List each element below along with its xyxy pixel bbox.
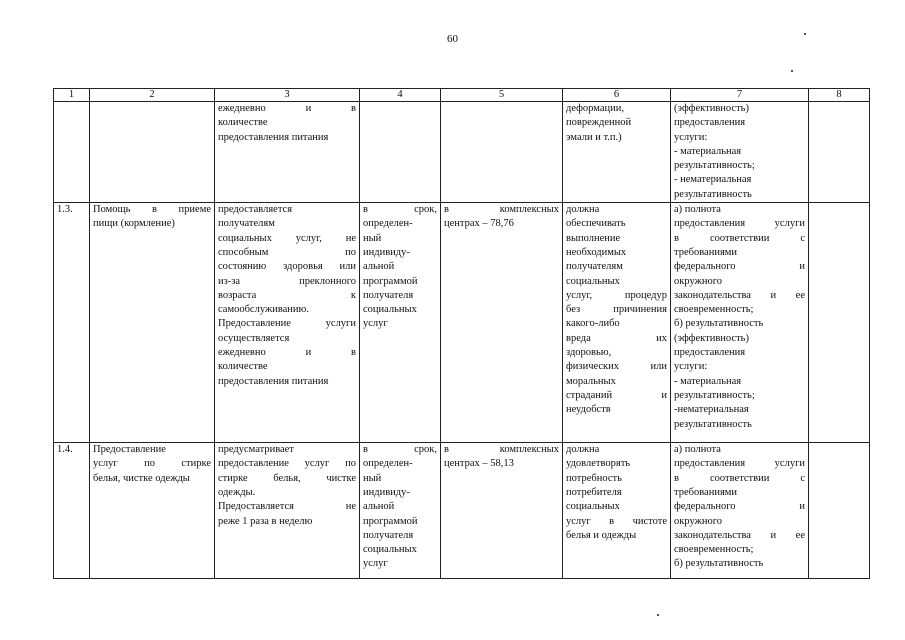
quality-indicators-line: белья и одежды — [566, 529, 637, 541]
notes-cell — [809, 203, 870, 443]
quality-indicators-line: выполнение — [566, 232, 621, 244]
service-term-line: определен- — [363, 218, 413, 230]
quality-indicators-line: вреда их — [566, 332, 667, 344]
assessment-conditions-line: услуги: — [674, 361, 708, 373]
service-description-cell — [215, 203, 360, 443]
assessment-conditions-line: услуги: — [674, 131, 708, 143]
quality-indicators-line: эмали и т.п.) — [566, 131, 622, 143]
notes-cell — [809, 102, 870, 203]
service-name-cell — [90, 443, 215, 579]
row-number-cell — [54, 443, 90, 579]
assessment-conditions-line: - нематериальная — [674, 174, 752, 186]
service-description-line: предоставления питания — [218, 131, 329, 143]
service-tariff-line: в комплексных — [444, 204, 559, 216]
quality-indicators-line: должна — [566, 204, 600, 216]
service-term-line: социальных — [363, 544, 417, 556]
assessment-conditions-line: - материальная — [674, 145, 742, 157]
assessment-conditions-line: а) полнота — [674, 444, 721, 456]
page-number: 60 — [447, 33, 458, 45]
assessment-conditions-line: законодательства и ее — [674, 289, 805, 301]
service-term-line: ный — [363, 232, 382, 244]
service-term-line: получателя — [363, 529, 414, 541]
assessment-conditions-cell — [671, 443, 809, 579]
assessment-conditions-line: в соответствии с — [674, 232, 805, 244]
assessment-conditions-line: предоставления услуги — [674, 458, 805, 470]
quality-indicators-line: услуг, процедур — [566, 289, 667, 301]
assessment-conditions-line: предоставления — [674, 347, 746, 359]
quality-indicators-line: физических или — [566, 361, 667, 373]
table-row — [54, 203, 870, 443]
service-description-line: ежедневно и в — [218, 347, 356, 359]
quality-indicators-line: какого-либо — [566, 318, 620, 330]
assessment-conditions-line: своевременность; — [674, 544, 754, 556]
service-description-line: самообслуживанию. — [218, 304, 310, 316]
service-name-cell — [90, 203, 215, 443]
row-number-cell — [54, 102, 90, 203]
scan-speck — [657, 614, 659, 616]
assessment-conditions-line: (эффективность) — [674, 103, 749, 114]
assessment-conditions-line: результативность; — [674, 160, 755, 172]
quality-indicators-line: неудобств — [566, 404, 611, 416]
service-description-line: из-за преклонного — [218, 275, 356, 287]
column-header-row — [54, 89, 870, 102]
service-description-line: одежды. — [218, 486, 256, 498]
service-description-line: состоянию здоровья или — [218, 261, 356, 273]
service-description-line: получателям — [218, 218, 275, 230]
quality-indicators-line: без причинения — [566, 304, 667, 316]
quality-indicators-line: страданий и — [566, 389, 667, 401]
service-term-cell — [360, 443, 441, 579]
table-row — [54, 443, 870, 579]
assessment-conditions-line: - материальная — [674, 375, 742, 387]
service-name-line: белья, чистке одежды — [93, 472, 190, 484]
assessment-conditions-line: окружного — [674, 515, 722, 527]
service-term-line: определен- — [363, 458, 413, 470]
assessment-conditions-line: результативность; — [674, 389, 755, 401]
column-header: 2 — [90, 89, 215, 102]
service-term-line: в срок, — [363, 204, 437, 216]
quality-indicators-line: необходимых — [566, 246, 627, 258]
service-term-cell — [360, 102, 441, 203]
service-term-line: альной — [363, 261, 395, 273]
scan-speck — [791, 70, 793, 72]
service-name-cell — [90, 102, 215, 203]
scan-speck — [804, 33, 806, 35]
service-term-line: программой — [363, 275, 418, 287]
service-name-line: пищи (кормление) — [93, 218, 175, 230]
assessment-conditions-line: федерального и — [674, 261, 805, 273]
service-tariff-cell — [441, 102, 563, 203]
column-header: 4 — [360, 89, 441, 102]
service-term-line: получателя — [363, 289, 414, 301]
service-term-cell — [360, 203, 441, 443]
quality-indicators-line: должна — [566, 444, 600, 456]
service-term-line: услуг — [363, 558, 388, 570]
service-description-line: количестве — [218, 361, 268, 373]
service-description-line: реже 1 раза в неделю — [218, 515, 313, 527]
assessment-conditions-line: федерального и — [674, 501, 805, 513]
quality-indicators-line: моральных — [566, 375, 616, 387]
service-tariff-cell — [441, 443, 563, 579]
service-description-line: стирке белья, чистке — [218, 472, 356, 484]
assessment-conditions-cell — [671, 102, 809, 203]
service-term-line: альной — [363, 501, 395, 513]
service-term-line: в срок, — [363, 444, 437, 456]
quality-indicators-line: деформации, — [566, 103, 624, 114]
assessment-conditions-line: б) результативность — [674, 558, 764, 570]
service-term-line: ный — [363, 472, 382, 484]
assessment-conditions-line: законодательства и ее — [674, 529, 805, 541]
assessment-conditions-line: своевременность; — [674, 304, 754, 316]
service-description-line: Предоставление услуги — [218, 318, 356, 330]
assessment-conditions-line: результативность — [674, 188, 752, 200]
service-description-line: предоставление услуг по — [218, 458, 356, 470]
service-name-line: Предоставление — [93, 444, 166, 456]
assessment-conditions-line: а) полнота — [674, 204, 721, 216]
assessment-conditions-line: в соответствии с — [674, 472, 805, 484]
assessment-conditions-line: (эффективность) — [674, 332, 749, 344]
quality-indicators-line: получателям — [566, 261, 623, 273]
quality-indicators-line: потребность — [566, 472, 622, 484]
assessment-conditions-line: окружного — [674, 275, 722, 287]
service-term-line: индивиду- — [363, 486, 410, 498]
service-description-line: ежедневно и в — [218, 103, 356, 114]
quality-indicators-cell — [563, 443, 671, 579]
column-header: 1 — [54, 89, 90, 102]
assessment-conditions-line: -нематериальная — [674, 404, 749, 416]
column-header: 3 — [215, 89, 360, 102]
service-description-line: предоставляется — [218, 204, 293, 216]
assessment-conditions-line: предоставления — [674, 117, 746, 129]
service-term-line: услуг — [363, 318, 388, 330]
service-description-line: способным по — [218, 246, 356, 258]
services-table — [53, 88, 870, 579]
row-number: 1.3. — [57, 204, 73, 216]
assessment-conditions-cell — [671, 203, 809, 443]
service-tariff-line: центрах – 58,13 — [444, 458, 514, 470]
service-tariff-line: центрах – 78,76 — [444, 218, 514, 230]
column-header: 8 — [809, 89, 870, 102]
service-description-line: предоставления питания — [218, 375, 329, 387]
service-description-cell — [215, 443, 360, 579]
quality-indicators-line: обеспечивать — [566, 218, 626, 230]
service-description-line: Предоставляется не — [218, 501, 356, 513]
quality-indicators-line: поврежденной — [566, 117, 632, 129]
service-description-line: возраста к — [218, 289, 356, 301]
table-row — [54, 102, 870, 203]
service-term-line: программой — [363, 515, 418, 527]
service-tariff-cell — [441, 203, 563, 443]
quality-indicators-cell — [563, 203, 671, 443]
column-header: 7 — [671, 89, 809, 102]
service-description-line: количестве — [218, 117, 268, 129]
service-description-line: осуществляется — [218, 332, 290, 344]
service-name-line: услуг по стирке — [93, 458, 211, 470]
quality-indicators-cell — [563, 102, 671, 203]
service-description-line: предусматривает — [218, 444, 294, 456]
service-name-line: Помощь в приеме — [93, 204, 211, 216]
assessment-conditions-line: предоставления услуги — [674, 218, 805, 230]
row-number: 1.4. — [57, 444, 73, 456]
service-term-line: индивиду- — [363, 246, 410, 258]
quality-indicators-line: услуг в чистоте — [566, 515, 667, 527]
service-description-line: социальных услуг, не — [218, 232, 356, 244]
service-tariff-line: в комплексных — [444, 444, 559, 456]
column-header: 5 — [441, 89, 563, 102]
column-header: 6 — [563, 89, 671, 102]
quality-indicators-line: потребителя — [566, 486, 622, 498]
service-description-cell — [215, 102, 360, 203]
assessment-conditions-line: требованиями — [674, 486, 738, 498]
assessment-conditions-line: результативность — [674, 418, 752, 430]
notes-cell — [809, 443, 870, 579]
service-term-line: социальных — [363, 304, 417, 316]
row-number-cell — [54, 203, 90, 443]
assessment-conditions-line: б) результативность — [674, 318, 764, 330]
quality-indicators-line: социальных — [566, 501, 620, 513]
assessment-conditions-line: требованиями — [674, 246, 738, 258]
quality-indicators-line: удовлетворять — [566, 458, 631, 470]
quality-indicators-line: здоровью, — [566, 347, 612, 359]
quality-indicators-line: социальных — [566, 275, 620, 287]
